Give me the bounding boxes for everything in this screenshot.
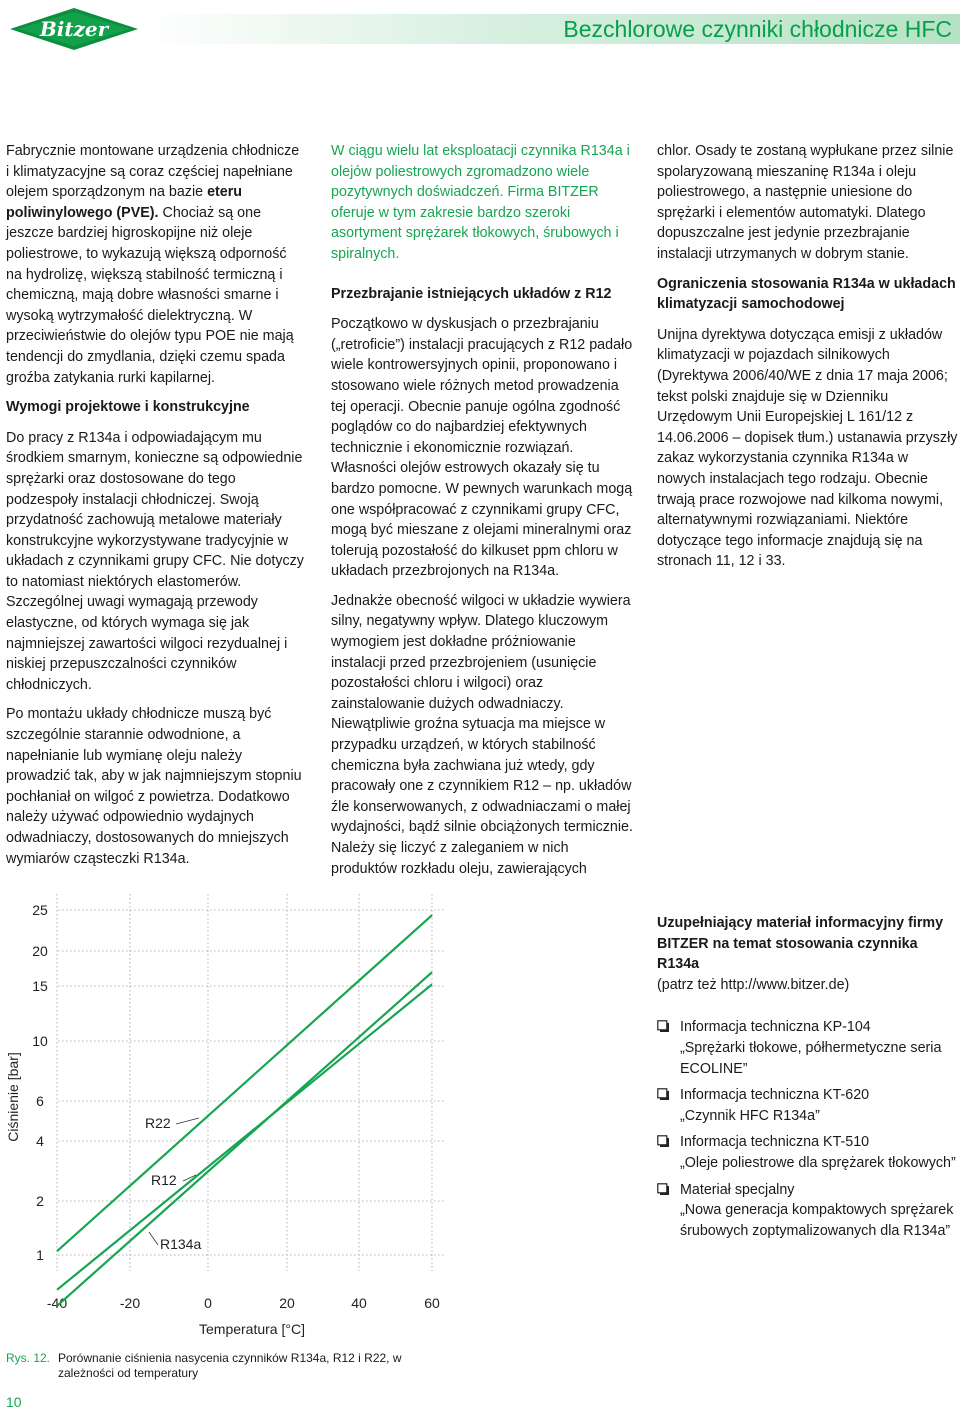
info-item-title: Informacja techniczna KP-104	[680, 1019, 871, 1036]
text-run: Chociaż są one jeszcze bardziej higroskopijne niż oleje poliestrowe, to wykazują większą odporność na hydrolizę, większą stabilność termiczną i chemiczną, mają dobre własności smarne i wysoką wytrzymałość dielektryczną. W przeciwieństwie do olejów typu POE nie mają tendencji do zmydlania, dzięki czemu spada groźba zatykania rurki kapilarnej.	[6, 204, 294, 386]
y-tick-label: 4	[36, 1133, 44, 1149]
series-label-r12: R12	[151, 1172, 177, 1188]
x-tick-label: -20	[119, 1295, 141, 1311]
intro-paragraph: W ciągu wielu lat eksploatacji czynnika R134a i olejów poliestrowych zgromadzono wiele pozytywnych doświadczeń. Firma BITZER oferuje w tym zakresie bardzo szeroki asortyment sprężarek tłokowych, śrubowych i spiralnych.	[331, 143, 630, 262]
series-label-r22: R22	[145, 1115, 171, 1131]
y-tick-label: 25	[32, 902, 48, 918]
page-header	[0, 0, 960, 62]
paragraph-requirements: Do pracy z R134a i odpowiadającym mu środkiem smarnym, konieczne są odpowiednie sprężarki oraz dostosowane do tego podzespoły instalacji chłodniczej. Swoją przydatność zachowują metalowe materiały konstrukcyjne wykorzystywane tradycyjnie w układach z czynnikami grupy CFC. Nie dotyczy to natomiast niektórych elastomerów. Szczególnej uwagi wymagają przewody elastyczne, od których wymaga się jak najmniejszej zawartości wilgoci rezydualnej i niskiej przepuszczalności czynników chłodniczych.	[6, 429, 304, 693]
section-heading-retrofit: Przezbrajanie istniejących układów z R12	[331, 285, 612, 302]
info-list-item	[657, 1180, 960, 1242]
page-title: Bezchlorowe czynniki chłodnicze HFC	[563, 16, 952, 42]
bold-term: eteru poliwinylowego (PVE).	[6, 184, 243, 221]
series-label-r134a: R134a	[160, 1236, 202, 1252]
info-item-title: Informacja techniczna KT-510	[680, 1134, 870, 1151]
info-list-item	[657, 1132, 960, 1173]
paragraph-pve	[6, 141, 306, 388]
label-leader	[176, 1118, 199, 1124]
axis-break	[20, 1001, 60, 1023]
paragraph-chlorine: chlor. Osady te zostaną wypłukane przez silnie spolaryzowaną mieszaninę R134a i oleju poliestrowego, a następnie uniesione do sprężarki i elementów automatyki. Dlatego dopuszczalne jest jedynie przezbrajanie instalacji utrzymanych w dobrym stanie.	[657, 143, 954, 262]
info-subtitle: (patrz też http://www.bitzer.de)	[657, 976, 850, 993]
section-heading-requirements: Wymogi projektowe i konstrukcyjne	[6, 399, 250, 416]
checkbox-icon	[657, 1088, 669, 1100]
info-list	[657, 1017, 960, 1241]
info-item-desc: „Czynnik HFC R134a”	[680, 1107, 820, 1124]
figure-caption	[6, 1351, 466, 1381]
section-heading-automotive: Ograniczenia stosowania R134a w układach klimatyzacji samochodowej	[657, 275, 956, 313]
info-item-title: Informacja techniczna KT-620	[680, 1087, 870, 1104]
info-item-desc: „Nowa generacja kompaktowych sprężarek śrubowych zoptymalizowanych dla R134a”	[680, 1202, 954, 1239]
paragraph-retrofit: Początkowo w dyskusjach o przezbrajaniu („retroficie”) instalacji pracujących z R12 padało wiele kontrowersyjnych opinii, proponowano i stosowano wiele różnych metod prowadzenia tej operacji. Obecnie panuje ogólna zgodność poglądów co do najbardziej efektywnych technicznie i ekonomicznie rozwiązań. Własności olejów estrowych okazały się tu bardzo pomocne. W pewnych warunkach mogą one współpracować z czynnikami grupy CFC, mogą być mieszane z olejami mineralnymi oraz tolerują pozostałość do kilkuset ppm chloru w układach przezbrojonych na R134a.	[331, 316, 633, 580]
y-tick-label: 20	[32, 943, 48, 959]
checkbox-icon	[657, 1020, 669, 1032]
x-tick-label: -40	[46, 1295, 68, 1311]
paragraph-assembly: Po montażu układy chłodnicze muszą być szczególnie starannie odwodnione, a napełnianie lub wymianę oleju należy prowadzić tak, aby w jak najmniejszym stopniu pochłaniał on wilgoć z powietrza. Dodatkowo należy używać odpowiednio wydajnych odwadniaczy, dostosowanych do mniejszych wymiarów cząsteczki R134a.	[6, 706, 302, 867]
checkbox-icon	[657, 1135, 669, 1147]
x-tick-label: 20	[279, 1295, 295, 1311]
x-tick-label: 0	[204, 1295, 212, 1311]
y-tick-labels	[32, 902, 48, 1263]
y-tick-label: 6	[36, 1093, 44, 1109]
series-line-r22	[57, 915, 432, 1251]
y-tick-label: 1	[36, 1247, 44, 1263]
x-tick-label: 40	[351, 1295, 367, 1311]
info-item-desc: „Sprężarki tłokowe, półhermetyczne seria ECOLINE”	[680, 1039, 942, 1077]
series-line-r12	[57, 984, 432, 1289]
figure-caption-text: Porównanie ciśnienia nasycenia czynników R134a, R12 i R22, w zależności od temperatury	[58, 1351, 402, 1380]
checkbox-icon	[657, 1183, 669, 1195]
label-leader	[149, 1232, 158, 1245]
info-list-item	[657, 1085, 960, 1126]
y-tick-label: 15	[32, 978, 48, 994]
info-title: Uzupełniający materiał informacyjny firmy BITZER na temat stosowania czynnika R134a	[657, 915, 944, 973]
y-axis-label: Ciśnienie [bar]	[5, 1052, 21, 1142]
paragraph-moisture: Jednakże obecność wilgoci w układzie wywiera silny, negatywny wpływ. Dlatego kluczowym wymogiem jest dokładne próżniowanie instalacji przed przezbrojeniem (usunięcie pozostałości chloru i wilgoci) oraz zainstalowanie dużych odwadniaczy. Niewątpliwie groźna sytuacja ma miejsce w przypadku urządzeń, w których stabilność chemiczna była zachwiana już wtedy, gdy pracowały one z czynnikiem R12 – np. układów źle konserwowanych, z odwadniaczami o małej wydajności, bądź silnie obciążonych termicznie. Należy się liczyć z zaleganiem w nich produktów rozkładu oleju, zawierających	[331, 592, 633, 877]
logo-text: Bitzer	[39, 17, 109, 41]
x-axis-label: Temperatura [°C]	[199, 1321, 305, 1337]
bitzer-logo	[8, 6, 140, 52]
pressure-temperature-chart	[0, 888, 460, 1337]
column-1	[6, 141, 306, 878]
info-item-desc: „Oleje poliestrowe dla sprężarek tłokowych”	[680, 1154, 956, 1171]
series-line-r134a	[57, 972, 432, 1306]
figure-label: Rys. 12.	[6, 1351, 51, 1365]
column-3	[657, 141, 960, 581]
x-tick-label: 60	[424, 1295, 440, 1311]
y-tick-label: 2	[36, 1193, 44, 1209]
info-section	[657, 913, 960, 1247]
info-item-title: Materiał specjalny	[680, 1181, 795, 1198]
info-list-item	[657, 1017, 960, 1079]
y-tick-label: 10	[32, 1033, 48, 1049]
chart-grid	[20, 894, 445, 1271]
paragraph-automotive: Unijna dyrektywa dotycząca emisji z układów klimatyzacji w pojazdach silnikowych (Dyrektywa 2006/40/WE z dnia 17 maja 2006; tekst polski znajduje się w Dzienniku Urzędowym Unii Europejskiej L 161/12 z 14.06.2006 – dopisek tłum.) ustanawia przyszły zakaz wykorzystania czynnika R134a w nowych instalacjach tego rodzaju. Obecnie trwają prace rozwojowe nad kilkoma nowymi, alternatywnymi rozwiązaniami. Niektóre dotyczące tego informacje znajdują się na stronach 11, 12 i 33.	[657, 326, 958, 570]
text-run: Fabrycznie montowane urządzenia chłodnicze i klimatyzacyjne są coraz częściej napełniane olejem sporządzonym na bazie	[6, 143, 300, 201]
chart-series	[57, 915, 432, 1306]
column-2	[331, 141, 634, 888]
x-tick-labels	[47, 1295, 440, 1311]
page-number: 10	[6, 1394, 22, 1410]
